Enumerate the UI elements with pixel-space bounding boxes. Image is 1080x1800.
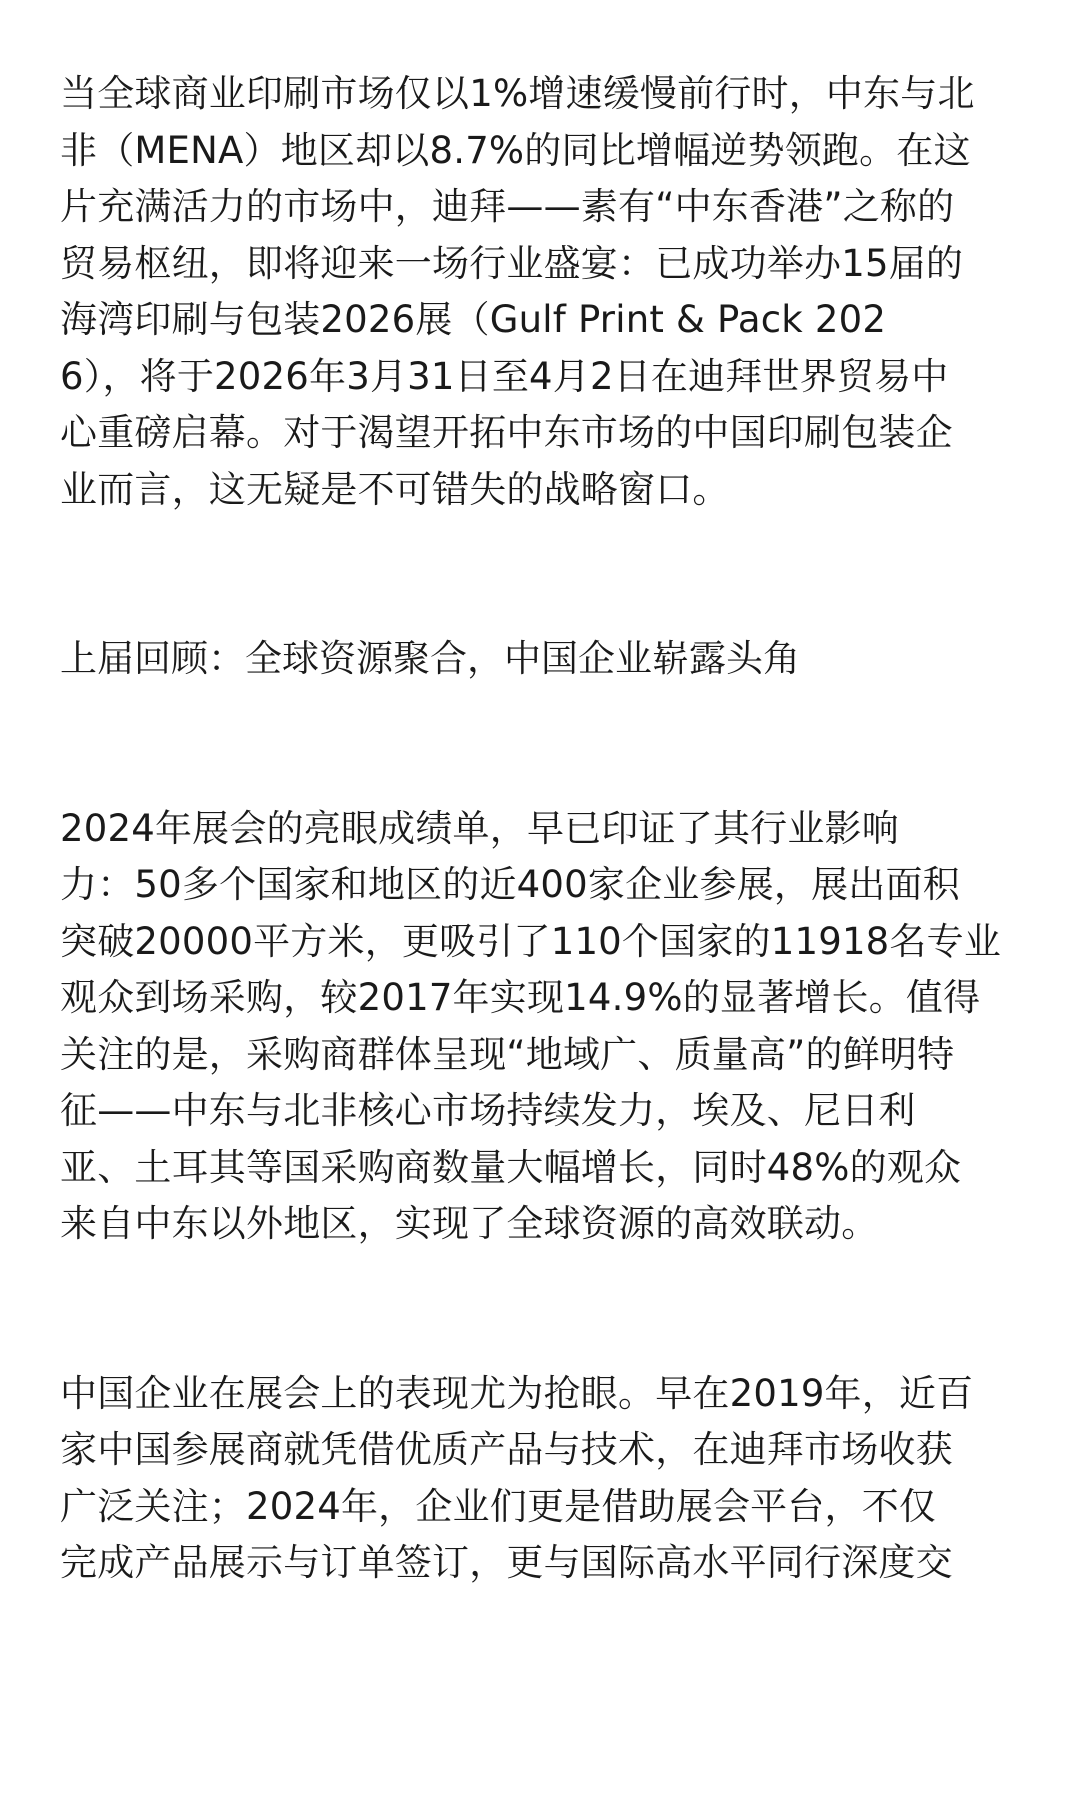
section-heading: 上届回顾：全球资源聚合，中国企业崭露头角	[60, 637, 800, 680]
text-line: 关注的是，采购商群体呈现“地域广、质量高”的鲜明特	[60, 1032, 955, 1076]
article-body	[60, 66, 1020, 1592]
text-line: 当全球商业印刷市场仅以1%增速缓慢前行时，中东与北	[60, 72, 975, 115]
text-line: 亚、土耳其等国采购商数量大幅增长，同时48%的观众	[60, 1145, 962, 1189]
text-line: 力：50多个国家和地区的近400家企业参展，展出面积	[60, 863, 960, 906]
review-paragraph	[60, 801, 1020, 1253]
paragraph-spacer	[60, 1253, 1020, 1366]
text-line: 业而言，这无疑是不可错失的战略窗口。	[60, 467, 730, 511]
text-line: 心重磅启幕。对于渴望开拓中东市场的中国印刷包装企	[60, 411, 953, 454]
text-line: 广泛关注；2024年，企业们更是借助展会平台，不仅	[60, 1484, 937, 1528]
intro-paragraph	[60, 66, 1020, 518]
text-line: 来自中东以外地区，实现了全球资源的高效联动。	[60, 1202, 879, 1245]
text-line: 海湾印刷与包装2026展（Gulf Print & Pack 202	[60, 298, 887, 341]
text-line: 6），将于2026年3月31日至4月2日在迪拜世界贸易中	[60, 354, 949, 398]
text-line: 2024年展会的亮眼成绩单，早已印证了其行业影响	[60, 806, 899, 850]
text-line: 家中国参展商就凭借优质产品与技术，在迪拜市场收获	[60, 1428, 953, 1471]
text-line: 征——中东与北非核心市场持续发力，埃及、尼日利	[60, 1089, 916, 1132]
text-line: 贸易枢纽，即将迎来一场行业盛宴：已成功举办15届的	[60, 241, 964, 285]
paragraph-spacer	[60, 688, 1020, 801]
china-companies-paragraph	[60, 1366, 1020, 1592]
text-line: 中国企业在展会上的表现尤为抢眼。早在2019年，近百	[60, 1371, 974, 1415]
paragraph-spacer	[60, 518, 1020, 631]
section-heading-block	[60, 631, 1020, 688]
text-line: 非（MENA）地区却以8.7%的同比增幅逆势领跑。在这	[60, 128, 971, 172]
text-line: 观众到场采购，较2017年实现14.9%的显著增长。值得	[60, 976, 981, 1019]
text-line: 片充满活力的市场中，迪拜——素有“中东香港”之称的	[60, 185, 955, 228]
text-line: 完成产品展示与订单签订，更与国际高水平同行深度交	[60, 1541, 953, 1584]
text-line: 突破20000平方米，更吸引了110个国家的11918名专业	[60, 919, 1002, 963]
